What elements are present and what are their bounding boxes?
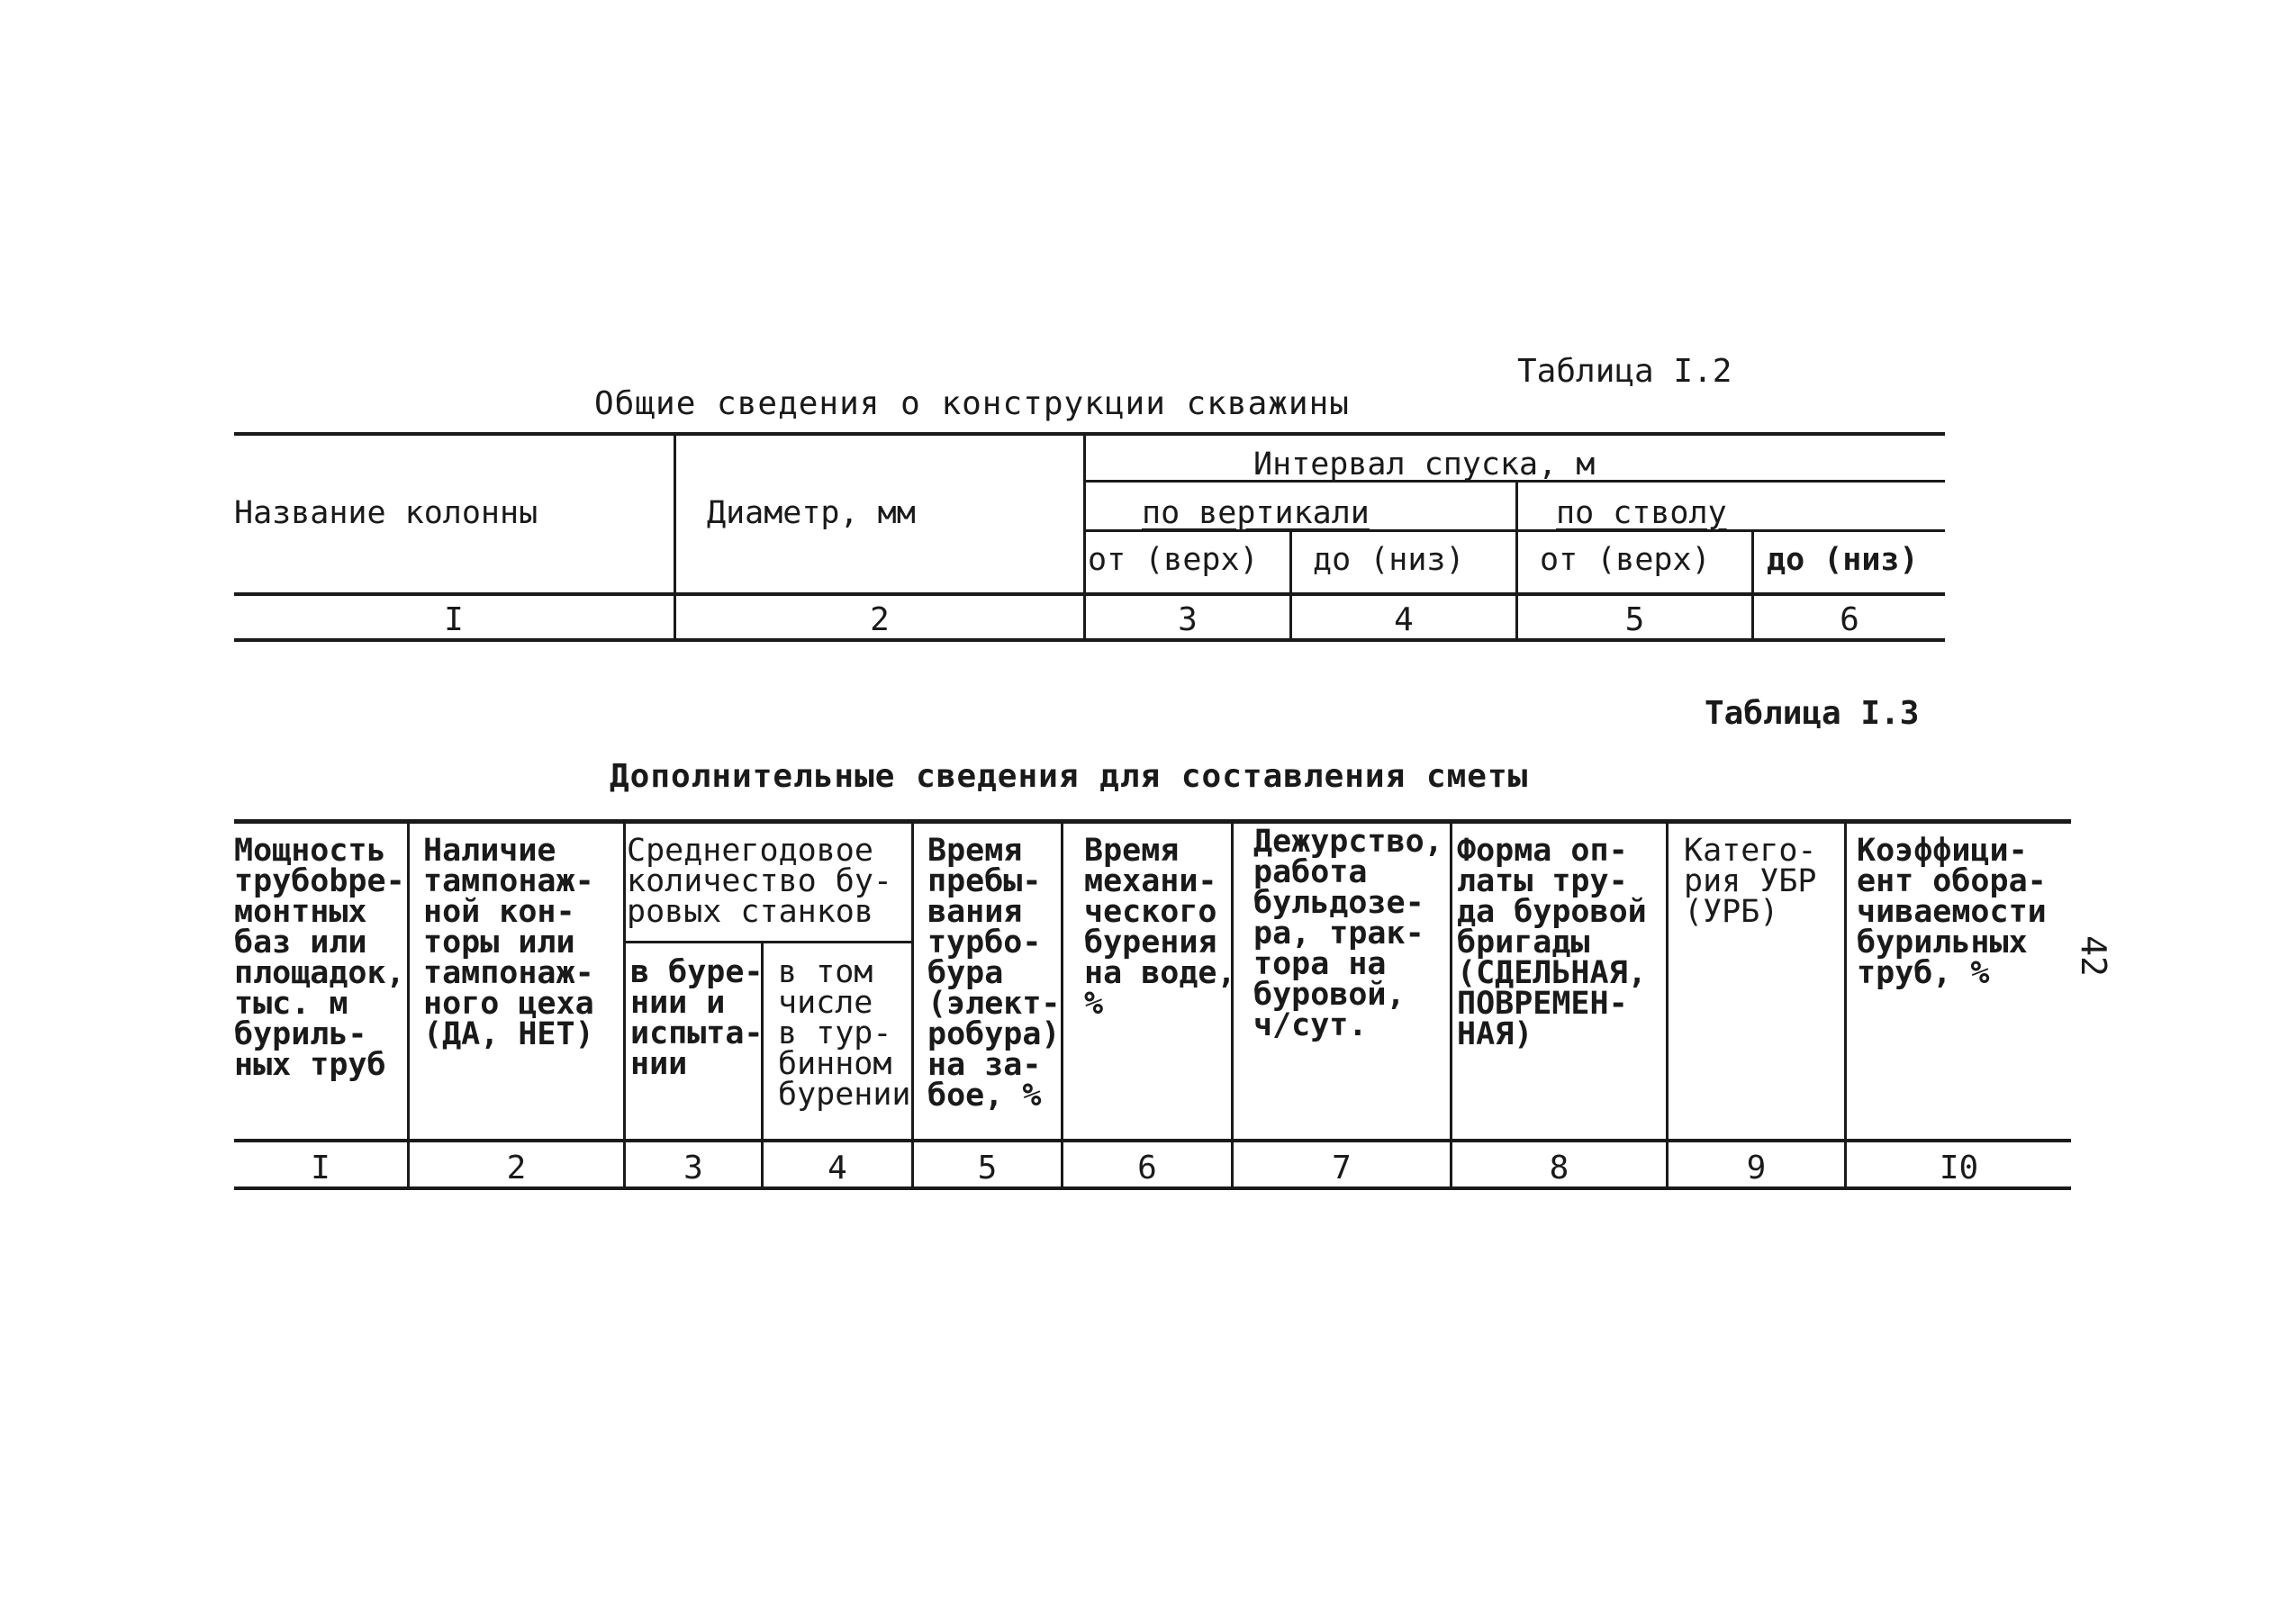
column-number: I0 [1939, 1150, 1979, 1186]
header-drilling-testing: в буре- нии и испыта- нии [630, 954, 764, 1082]
column-number: 2 [870, 601, 890, 638]
header-water-drilling-time: Время механи- ческого бурения на воде, % [1084, 833, 1236, 1022]
header-to-vertical: до (низ) [1313, 542, 1465, 578]
header-pipe-turnover: Коэффици- ент обора- чиваемости бурильных труб, % [1857, 833, 2047, 991]
header-from-vertical: от (верх) [1088, 542, 1259, 578]
column-number: 3 [683, 1150, 703, 1186]
column-number: 4 [828, 1150, 847, 1186]
table-1-2-label: Таблица I.2 [1517, 353, 1732, 390]
table-1-3-label: Таблица I.3 [1705, 695, 1920, 732]
header-trunk: по стволу [1556, 495, 1727, 531]
column-number: 9 [1746, 1150, 1767, 1186]
column-number: 6 [1137, 1150, 1157, 1186]
column-number: 5 [977, 1150, 998, 1186]
header-interval: Интервал спуска, м [1253, 447, 1596, 483]
header-turbodrill-time: Время пребы- вания турбо- бура (элект- робура) на за- бое, % [927, 833, 1061, 1114]
column-number: 3 [1178, 601, 1198, 638]
column-number: I [444, 601, 464, 638]
header-diameter: Диаметр, мм [707, 495, 916, 531]
column-number: 6 [1840, 601, 1859, 638]
column-number: 8 [1549, 1150, 1569, 1186]
header-pipe-repair-capacity: Мощность трубоbре- монтных баз или площадок, тыс. м буриль- ных труб [234, 833, 405, 1083]
column-number: 4 [1394, 601, 1414, 638]
page-number: 42 [2073, 935, 2113, 977]
header-to-trunk: до (низ) [1767, 542, 1919, 578]
header-bulldozer-duty: Дежурство, работа бульдозе- ра, трак- тора на буровой, ч/сут. [1253, 824, 1443, 1043]
column-number: I [311, 1150, 330, 1186]
header-from-trunk: от (верх) [1540, 542, 1711, 578]
column-number: 2 [506, 1150, 527, 1186]
header-cementing-office: Наличие тампонаж- ной кон- торы или тампонаж- ного цеха (ДА, НЕТ) [423, 833, 594, 1052]
table-1-2-title: Общие сведения о конструкции скважины [594, 385, 1350, 422]
header-turbine-drilling: в том числе в тур- бинном бурении [778, 954, 911, 1113]
header-vertical: по вертикали [1142, 495, 1370, 531]
header-ubr-category: Катего- рия УБР (УРБ) [1684, 833, 1817, 930]
header-avg-rigs: Среднегодовое количество бу- ровых станков [627, 833, 893, 930]
column-number: 5 [1624, 601, 1645, 638]
header-payment-form: Форма оп- латы тру- да буровой бригады (СДЕЛЬНАЯ, ПОВРЕМЕН- НАЯ) [1457, 833, 1647, 1052]
header-column-name: Название колонны [234, 495, 538, 531]
column-number: 7 [1332, 1150, 1352, 1186]
table-1-3-title: Дополнительные сведения для составления сметы [610, 758, 1529, 795]
